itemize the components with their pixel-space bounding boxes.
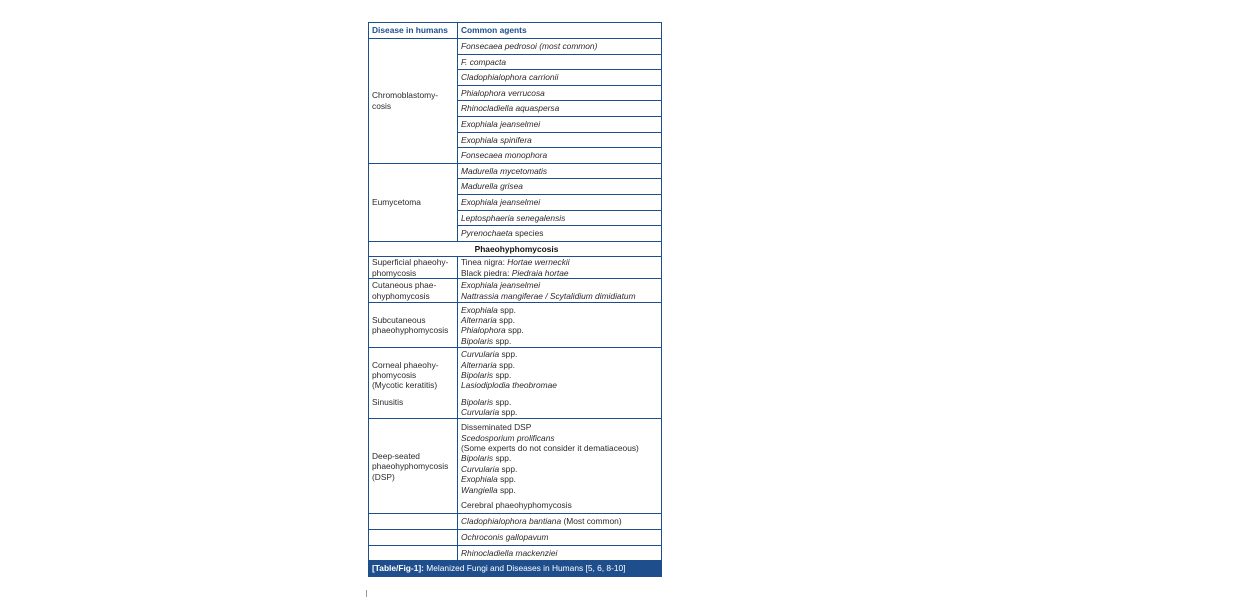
agent-cell: Rhinocladiella aquaspersa xyxy=(458,101,662,117)
agent-line: Black piedra: Piedraia hortae xyxy=(461,267,569,278)
agent-line: Scedosporium prolificans xyxy=(461,432,555,443)
table-header-row xyxy=(369,23,662,39)
agent-line: Curvularia spp. xyxy=(461,349,518,360)
agent-cell: Cladophialophora bantiana (Most common) xyxy=(458,514,662,530)
caption-text: Melanized Fungi and Diseases in Humans [5, 6, 8-10] xyxy=(423,563,626,574)
disease-chromoblastomycosis: Chromoblastomy-cosis xyxy=(369,39,458,164)
agent-line: Disseminated DSP xyxy=(461,422,532,433)
agent-line: Wangiella spp. xyxy=(461,484,516,495)
agent-line: Phialophora spp. xyxy=(461,325,524,336)
disease-superficial: Superficial phaeohy-phomycosis xyxy=(369,257,458,279)
agent-line: Exophiala jeanselmei xyxy=(461,280,541,291)
agent-cell: Ochroconis gallopavum xyxy=(458,529,662,545)
section-title: Phaeohyphomycosis xyxy=(369,241,662,257)
agent-cell: Fonsecaea monophora xyxy=(458,148,662,164)
fungi-table-container xyxy=(368,22,661,577)
agent-line: Alternaria spp. xyxy=(461,359,516,370)
disease-subcutaneous: Subcutaneous phaeohyphomycosis xyxy=(369,303,458,348)
table-row xyxy=(369,39,662,55)
table-row xyxy=(369,163,662,179)
section-row xyxy=(369,241,662,257)
table-row xyxy=(369,257,662,279)
table-row xyxy=(369,348,662,419)
agents-deep-seated xyxy=(458,419,662,514)
disease-cutaneous: Cutaneous phae-ohyphomycosis xyxy=(369,279,458,303)
caption-label: [Table/Fig-1]: xyxy=(372,563,424,574)
agent-line: Bipolaris spp. xyxy=(461,369,512,380)
agents-subcutaneous xyxy=(458,303,662,348)
page-edge-marker xyxy=(366,590,367,597)
disease-corneal-sinusitis: Corneal phaeohy-phomycosis (Mycotic keratitis) Sinusitis xyxy=(369,348,458,419)
agent-cell: Fonsecaea pedrosoi (most common) xyxy=(458,39,662,55)
agent-line: Lasiodiplodia theobromae xyxy=(461,380,557,391)
agent-line: Nattrassia mangiferae / Scytalidium dimidiatum xyxy=(461,290,636,301)
disease-deep-seated: Deep-seated phaeohyphomycosis (DSP) xyxy=(369,419,458,514)
table-row xyxy=(369,279,662,303)
agent-cell: Madurella mycetomatis xyxy=(458,163,662,179)
header-disease: Disease in humans xyxy=(369,23,458,39)
agent-line: Exophiala spp. xyxy=(461,304,516,315)
table-caption xyxy=(369,561,662,577)
table-row xyxy=(369,419,662,514)
agent-line: Tinea nigra: Hortae werneckii xyxy=(461,257,570,268)
disease-eumycetoma: Eumycetoma xyxy=(369,163,458,241)
agent-line: Cerebral phaeohyphomycosis xyxy=(461,500,572,511)
melanized-fungi-table xyxy=(368,22,662,577)
agent-line: Bipolaris spp. xyxy=(461,453,512,464)
agent-line: Exophiala spp. xyxy=(461,474,516,485)
agent-line: (Some experts do not consider it dematiaceous) xyxy=(461,443,639,453)
agent-cell: Exophiala jeanselmei xyxy=(458,194,662,210)
agent-cell: Cladophialophora carrionii xyxy=(458,70,662,86)
table-row xyxy=(369,545,662,561)
empty-disease-cell xyxy=(369,514,458,530)
agent-cell: Rhinocladiella mackenziei xyxy=(458,545,662,561)
table-row xyxy=(369,529,662,545)
agent-cell: Exophiala jeanselmei xyxy=(458,116,662,132)
agent-line: Alternaria spp. xyxy=(461,314,516,325)
agent-cell: Pyrenochaeta species xyxy=(458,226,662,242)
agent-line: Bipolaris spp. xyxy=(461,335,512,346)
empty-disease-cell xyxy=(369,529,458,545)
header-agents: Common agents xyxy=(458,23,662,39)
agent-line: Curvularia spp. xyxy=(461,407,518,418)
agents-corneal-sinusitis xyxy=(458,348,662,419)
agent-cell: Phialophora verrucosa xyxy=(458,85,662,101)
agent-cell: Madurella grisea xyxy=(458,179,662,195)
caption-row xyxy=(369,561,662,577)
agent-cell: Exophiala spinifera xyxy=(458,132,662,148)
agents-superficial xyxy=(458,257,662,279)
table-row xyxy=(369,514,662,530)
table-row xyxy=(369,303,662,348)
agent-cell: Leptosphaeria senegalensis xyxy=(458,210,662,226)
empty-disease-cell xyxy=(369,545,458,561)
agents-cutaneous xyxy=(458,279,662,303)
agent-cell: F. compacta xyxy=(458,54,662,70)
agent-line: Curvularia spp. xyxy=(461,463,518,474)
agent-line: Bipolaris spp. xyxy=(461,396,512,407)
